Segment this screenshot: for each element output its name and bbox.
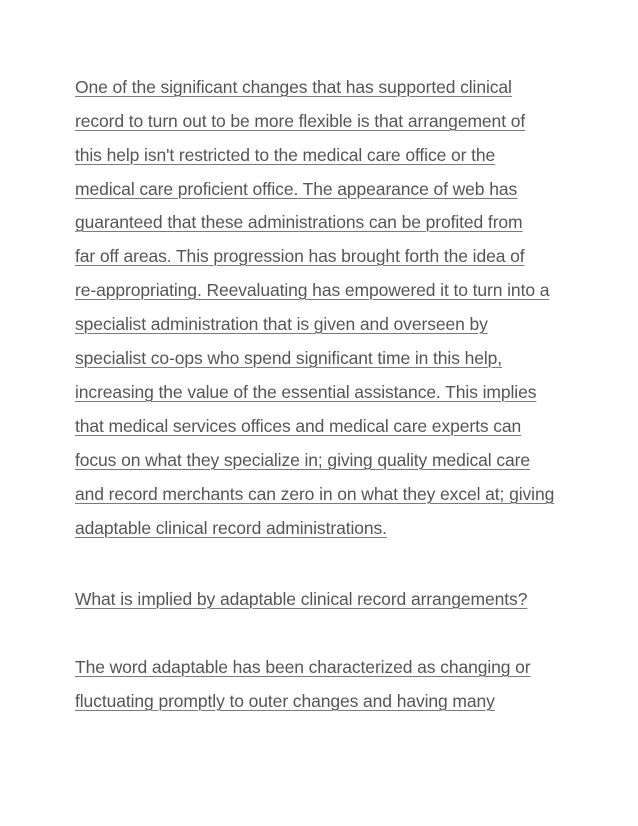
paragraph-1-line-12: focus on what they specialize in; giving quality medical care	[75, 450, 530, 470]
paragraph-2-line-1: The word adaptable has been characterized as changing or	[75, 657, 531, 677]
paragraph-2-line-2: fluctuating promptly to outer changes and having many	[75, 691, 495, 711]
paragraph-1-line-4: medical care proficient office. The appearance of web has	[75, 179, 518, 199]
paragraph-1-line-6: far off areas. This progression has brought forth the idea of	[75, 246, 525, 266]
paragraph-1-line-2: record to turn out to be more flexible is that arrangement of	[75, 111, 526, 131]
paragraph-1-line-3: this help isn't restricted to the medical care office or the	[75, 145, 496, 165]
paragraph-1-line-11: that medical services offices and medical care experts can	[75, 416, 522, 436]
section-heading: What is implied by adaptable clinical record arrangements?	[75, 589, 528, 609]
paragraph-1-line-14: adaptable clinical record administrations.	[75, 518, 387, 538]
paragraph-1-line-9: specialist co-ops who spend significant time in this help,	[75, 348, 503, 368]
paragraph-1-line-13: and record merchants can zero in on what they excel at; giving	[75, 484, 555, 504]
paragraph-1-line-7: re-appropriating. Reevaluating has empowered it to turn into a	[75, 280, 550, 300]
paragraph-1-line-8: specialist administration that is given and overseen by	[75, 314, 488, 334]
paragraph-1-line-10: increasing the value of the essential assistance. This implies	[75, 382, 537, 402]
paragraph-1-line-1: One of the significant changes that has supported clinical	[75, 77, 512, 97]
paragraph-1-line-5: guaranteed that these administrations can be profited from	[75, 212, 523, 232]
